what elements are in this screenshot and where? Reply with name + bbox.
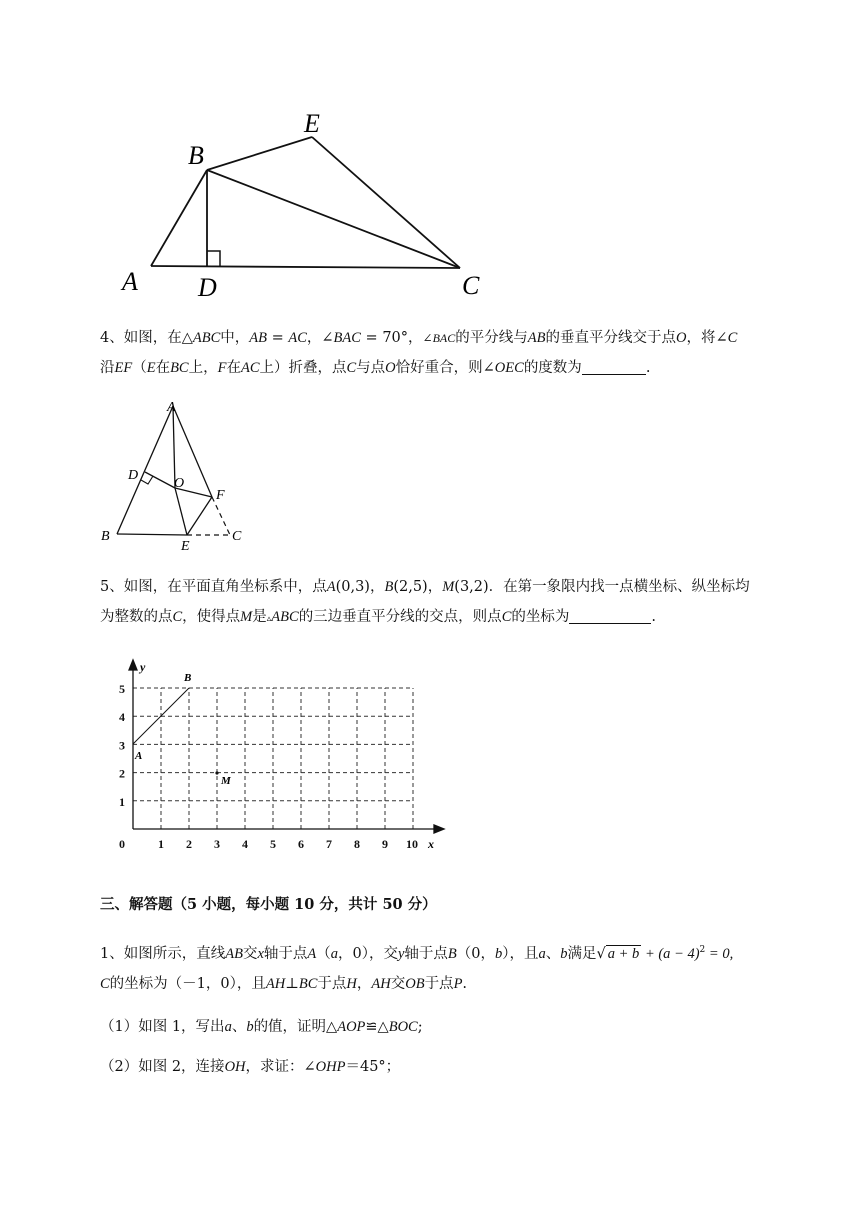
problem-1-line-1: 1、如图所示，直线AB交x轴于点A（a，0），交y轴于点B（0，b），且a、b满足√ $a + b + (a - 4)^2 = 0$, — [100, 945, 734, 962]
x-tick-label: 0 — [119, 837, 125, 851]
problem-1 — [100, 935, 812, 999]
point-m — [215, 771, 218, 774]
label-c: C — [462, 271, 480, 300]
question-5 — [100, 572, 812, 634]
x-axis-label: x — [428, 837, 434, 851]
y-tick-label: 2 — [119, 766, 125, 781]
x-tick-label: 7 — [326, 837, 332, 851]
x-tick-label: 10 — [406, 837, 418, 851]
segment-ab — [117, 406, 173, 534]
problem-1-line-2: C的坐标为（－1，0），且AH⊥BC于点H，AH交OB于点P. — [100, 975, 468, 992]
label-b: B — [184, 672, 192, 684]
label-m: M — [221, 775, 231, 787]
x-tick-label: 4 — [242, 837, 248, 851]
y-tick-label: 1 — [119, 794, 125, 809]
question-4-line-2: 沿EF（E在BC上，F在AC上）折叠，点C与点O恰好重合，则∠OEC的度数为 . — [100, 360, 651, 376]
answer-blank — [569, 609, 651, 625]
x-tick-label: 9 — [382, 837, 388, 851]
segment-ab — [151, 170, 207, 266]
y-tick-label: 3 — [119, 738, 125, 753]
grid-lines — [133, 688, 413, 829]
answer-blank — [582, 360, 646, 376]
segment-ef — [187, 497, 212, 535]
y-tick-label: 5 — [119, 682, 125, 696]
tick-labels — [119, 682, 418, 851]
figure-triangle-abce — [110, 100, 510, 310]
segment-be — [207, 137, 312, 170]
label-a: A — [167, 400, 176, 415]
question-5-line-2: 为整数的点C，使得点M是▵ABC的三边垂直平分线的交点，则点C的坐标为 . — [100, 609, 656, 625]
label-a: A — [135, 750, 143, 762]
segment-do — [145, 472, 175, 488]
label-b: B — [101, 529, 110, 544]
x-tick-label: 6 — [298, 837, 304, 851]
y-axis-label: y — [140, 660, 146, 674]
label-e: E — [181, 539, 190, 552]
label-c: C — [232, 529, 242, 544]
figure-triangle-fold — [96, 392, 266, 552]
y-axis-arrow — [129, 660, 137, 670]
segment-ac — [151, 266, 460, 268]
segment-bc — [207, 170, 460, 268]
right-angle-mark — [141, 476, 153, 484]
problem-1-part-1: （1）如图 1，写出a、b的值，证明△AOP≌△BOC; — [100, 1019, 423, 1035]
problem-1-part-2: （2）如图 2，连接OH，求证：∠OHP＝45°； — [100, 1059, 401, 1075]
question-4-line-1: 4、如图，在△ABC中，AB = AC，∠BAC = 70°，∠BAC的平分线与AB的垂直平分线交于点O，将∠C — [100, 330, 738, 346]
label-o: O — [174, 476, 185, 491]
section-3-heading: 三、解答题（5 小题，每小题 10 分，共计 50 分） — [100, 896, 437, 913]
x-tick-label: 1 — [158, 837, 164, 851]
label-d: D — [128, 468, 139, 483]
segment-ec — [312, 137, 460, 268]
right-angle-mark — [207, 251, 220, 267]
question-5-line-1: 5、如图，在平面直角坐标系中，点A(0,3)，B(2,5)，M(3,2)．在第一象限内找一点横坐标、纵坐标均 — [100, 579, 750, 595]
segment-oe — [175, 488, 187, 535]
label-a: A — [122, 267, 138, 296]
x-tick-label: 8 — [354, 837, 360, 851]
sqrt-expression: √ a + b — [596, 945, 640, 962]
label-e: E — [304, 109, 320, 138]
x-tick-label: 5 — [270, 837, 276, 851]
x-axis-arrow — [434, 825, 444, 833]
label-f: F — [216, 488, 225, 503]
question-4 — [100, 323, 812, 383]
figure-coordinate-plane — [100, 655, 460, 860]
segment-be — [117, 534, 187, 535]
label-b: B — [188, 141, 204, 170]
x-tick-label: 3 — [214, 837, 220, 851]
label-d: D — [198, 273, 217, 302]
y-tick-label: 4 — [119, 710, 125, 725]
x-tick-label: 2 — [186, 837, 192, 851]
